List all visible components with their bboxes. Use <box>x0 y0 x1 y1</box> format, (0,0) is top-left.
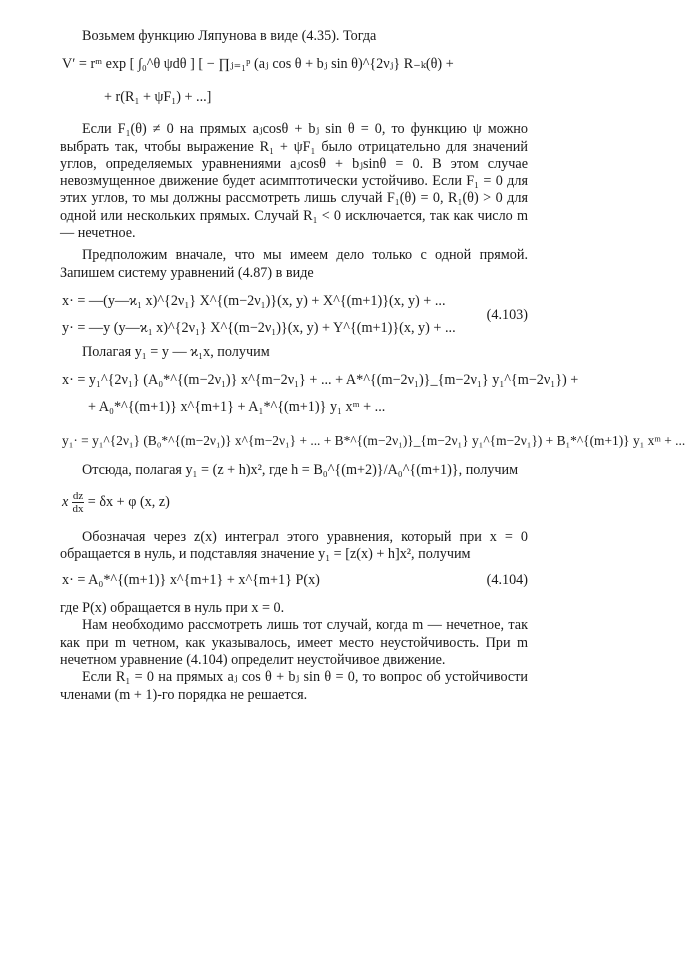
formula-dz-dx <box>60 490 528 515</box>
formula-y1-dot: y₁· = y₁^{2ν₁} (B₀*^{(m−2ν₁)} x^{m−2ν₁} + ... + B*^{(m−2ν₁)}_{m−2ν₁} y₁^{m−2ν₁}) + B₁*^{(m+1)} y₁ xᵐ + ... <box>62 433 685 449</box>
formula-x-dot-y1-line1: x· = y₁^{2ν₁} (A₀*^{(m−2ν₁)} x^{m−2ν₁} + ... + A*^{(m−2ν₁)}_{m−2ν₁} y₁^{m−2ν₁}) + <box>62 372 579 389</box>
paragraph-p-of-x: где P(x) обращается в нуль при x = 0. <box>60 600 285 617</box>
fraction-denominator: dx <box>72 502 84 515</box>
variable-x: x <box>62 493 69 510</box>
formula-lyapunov-derivative-line2 <box>60 88 528 107</box>
formula-x-dot-y1-line2: + A₀*^{(m+1)} x^{m+1} + A₁*^{(m+1)} y₁ xᵐ + ... <box>88 399 386 416</box>
substitution-z-part1: Отсюда, полагая y₁ = (z + h)x², <box>82 462 266 479</box>
equation-number-4-103: (4.103) <box>486 306 528 323</box>
intro-text: Возьмем функцию Ляпунова в виде (4.35). Тогда <box>82 28 377 44</box>
formula-v-line2: + r(R₁ + ψF₁) + ...] <box>104 89 212 106</box>
formula-y-dot: y· = —y (y—ϰ₁ x)^{2ν₁} X^{(m−2ν₁)}(x, y) + Y^{(m+1)}(x, y) + ... <box>62 319 456 336</box>
substitution-y1: Полагая y₁ = y — ϰ₁x, получим <box>82 343 270 360</box>
paragraph-integral-z: Обозначая через z(x) интеграл этого уравнения, который при x = 0 обращается в нуль, и подставляя значение y₁ = [z(x) + h]x², получим <box>60 528 528 562</box>
paragraph-one-line-case: Предположим вначале, что мы имеем дело только с одной прямой. Запишем систему уравнений (4.87) в виде <box>60 247 528 281</box>
page <box>60 28 685 704</box>
substitution-z <box>60 462 528 479</box>
fraction-numerator: dz <box>72 489 84 502</box>
paragraph-asymptotic-stability: Если F₁(θ) ≠ 0 на прямых aⱼcosθ + bⱼ sin θ = 0, то функцию ψ можно выбрать так, чтобы выражение R₁ + ψF₁ было отрицательно для значений углов, определяемых уравнениями aⱼcosθ + bⱼsinθ = 0. В этом случае невозмущенное движение будет асимптотически устойчиво. Если F₁ = 0 для этих углов, то мы должны рассмотреть лишь случай F₁(θ) = 0, R₁(θ) > 0 для одной или нескольких прямых. Случай R₁ < 0 исключается, так как число m — нечетное. <box>60 121 528 242</box>
equation-4-104 <box>60 571 528 590</box>
substitution-z-part2: где h = B₀^{(m+2)}/A₀^{(m+1)}, получим <box>268 462 519 479</box>
formula-dz-dx-rhs: = δx + φ (x, z) <box>87 493 170 510</box>
fraction-dz-dx <box>72 490 84 515</box>
formula-x-dot: x· = —(y—ϰ₁ x)^{2ν₁} X^{(m−2ν₁)}(x, y) + X^{(m+1)}(x, y) + ... <box>62 292 446 309</box>
equation-number-4-104: (4.104) <box>486 572 528 589</box>
formula-lyapunov-derivative-line1 <box>60 55 528 74</box>
formula-x-dot-final: x· = A₀*^{(m+1)} x^{m+1} + x^{m+1} P(x) <box>62 572 320 589</box>
formula-v-line1: V′ = rᵐ exp [ ∫₀^θ ψdθ ] [ − ∏ⱼ₌₁ᵖ (aⱼ cos θ + bⱼ sin θ)^{2νⱼ} R₋ₖ(θ) + <box>62 56 454 73</box>
paragraph-odd-m: Нам необходимо рассмотреть лишь тот случай, когда m — нечетное, так как при m четном, как указывалось, имеет место неустойчивость. При m нечетном уравнение (4.104) определит неустойчивое движение. <box>60 617 528 669</box>
equation-4-103 <box>60 292 528 338</box>
paragraph-r1-zero: Если R₁ = 0 на прямых aⱼ cos θ + bⱼ sin θ = 0, то вопрос об устойчивости членами (m + 1)-го порядка не решается. <box>60 669 528 703</box>
